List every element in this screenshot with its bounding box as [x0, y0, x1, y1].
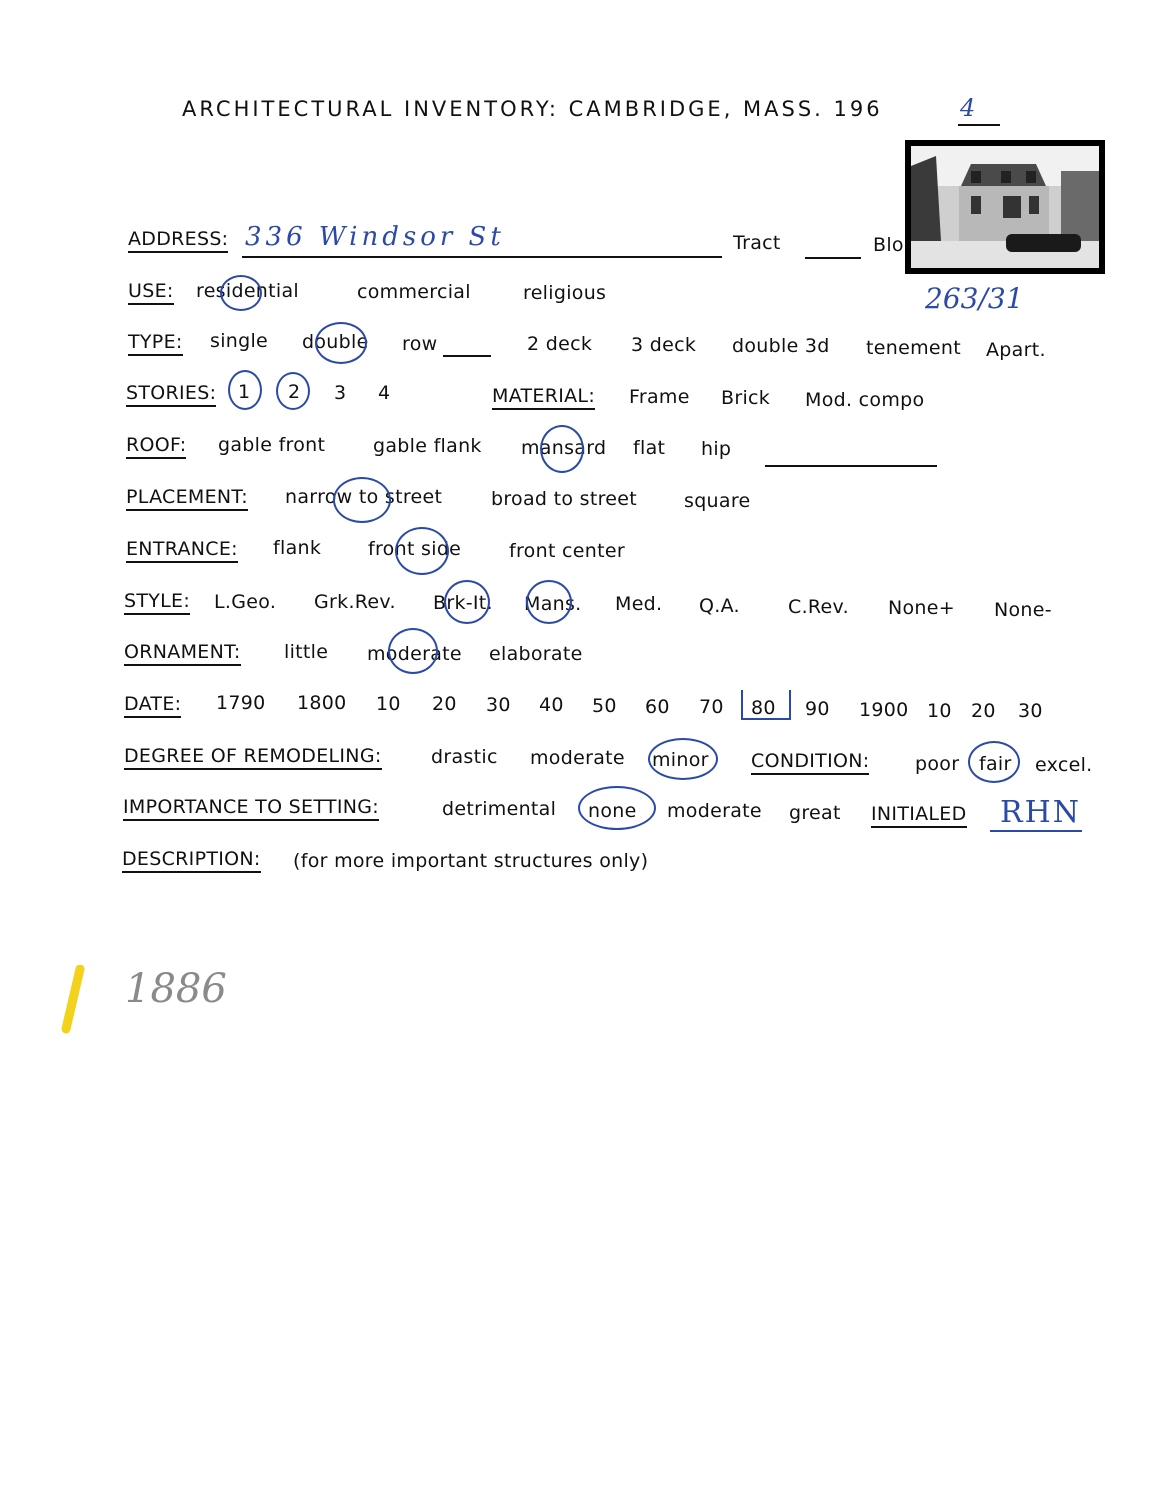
use-commercial: commercial: [357, 281, 471, 303]
ornament-elaborate: elaborate: [489, 643, 583, 665]
entrance-label: ENTRANCE:: [126, 538, 238, 563]
style-none-plus: None+: [888, 597, 955, 619]
date-30: 30: [486, 694, 511, 716]
ornament-selection-mark: [388, 628, 438, 674]
date-1900: 1900: [859, 699, 909, 721]
style-mark-mans: [526, 580, 572, 624]
date-1930: 30: [1018, 700, 1043, 722]
roof-selection-mark: [540, 425, 584, 473]
condition-label: CONDITION:: [751, 750, 869, 775]
style-c-rev: C.Rev.: [788, 596, 849, 618]
date-70: 70: [699, 696, 724, 718]
placement-selection-mark: [333, 477, 391, 523]
type-3-deck: 3 deck: [631, 334, 697, 356]
ornament-moderate: moderate: [367, 643, 462, 665]
importance-great: great: [789, 802, 841, 824]
handwritten-year: 1886: [125, 966, 227, 1012]
house-photo-image: [911, 146, 1099, 268]
highlighter-mark: [58, 965, 88, 1035]
material-label: MATERIAL:: [492, 385, 595, 410]
initialed-label: INITIALED: [871, 803, 967, 828]
importance-detrimental: detrimental: [442, 798, 557, 820]
date-60: 60: [645, 696, 670, 718]
date-label: DATE:: [124, 693, 181, 718]
placement-broad: broad to street: [491, 488, 638, 510]
importance-label: IMPORTANCE TO SETTING:: [123, 796, 379, 821]
date-90: 90: [805, 698, 830, 720]
entrance-selection-mark: [395, 527, 449, 575]
roof-mansard: mansard: [521, 437, 607, 459]
material-mod-compo: Mod. compo: [805, 389, 925, 411]
use-selection-mark: [220, 275, 262, 311]
house-photo: [905, 140, 1105, 274]
initialed-value: RHN: [1000, 795, 1081, 830]
remodeling-moderate: moderate: [530, 747, 625, 769]
date-80: 80: [751, 697, 776, 719]
ornament-label: ORNAMENT:: [124, 641, 241, 666]
stories-mark-1: [228, 370, 262, 410]
style-mark-brk-it: [444, 580, 490, 624]
roof-gable-front: gable front: [218, 434, 326, 456]
importance-none: none: [588, 800, 637, 822]
placement-square: square: [684, 490, 751, 512]
roof-other-line: [765, 465, 937, 467]
description-note: (for more important structures only): [293, 850, 649, 872]
style-mans: Mans.: [524, 593, 582, 615]
stories-mark-2: [276, 372, 310, 410]
condition-fair: fair: [979, 753, 1012, 775]
use-residential: residential: [196, 280, 300, 302]
use-label: USE:: [128, 280, 174, 305]
condition-poor: poor: [915, 753, 960, 775]
style-none-minus: None-: [994, 599, 1052, 621]
placement-label: PLACEMENT:: [126, 486, 248, 511]
date-80-mark: [741, 690, 791, 720]
date-20: 20: [432, 693, 457, 715]
type-selection-mark: [315, 322, 367, 364]
entrance-front-center: front center: [509, 540, 625, 562]
remodeling-minor: minor: [652, 749, 709, 771]
roof-label: ROOF:: [126, 434, 186, 459]
form-title: ARCHITECTURAL INVENTORY: CAMBRIDGE, MASS. 196: [182, 97, 883, 121]
style-brk-it: Brk-It.: [433, 592, 493, 614]
stories-label: STORIES:: [126, 382, 216, 407]
date-1800: 1800: [297, 692, 347, 714]
address-value: 336 Windsor St: [245, 222, 505, 252]
remodeling-label: DEGREE OF REMODELING:: [124, 745, 382, 770]
stories-1: 1: [238, 381, 251, 403]
photo-number: 263/31: [925, 282, 1024, 315]
type-single: single: [210, 330, 269, 352]
type-double: double: [302, 331, 369, 353]
placement-narrow: narrow to street: [285, 486, 443, 508]
type-double-3d: double 3d: [732, 335, 830, 357]
entrance-front-side: front side: [368, 538, 462, 560]
style-label: STYLE:: [124, 590, 190, 615]
style-grk-rev: Grk.Rev.: [314, 591, 396, 613]
importance-moderate: moderate: [667, 800, 762, 822]
year-digit: 4: [960, 94, 976, 122]
type-tenement: tenement: [866, 337, 961, 359]
description-label: DESCRIPTION:: [122, 848, 261, 873]
entrance-flank: flank: [273, 537, 322, 559]
date-1910: 10: [927, 700, 952, 722]
remodeling-drastic: drastic: [431, 746, 498, 768]
condition-excel: excel.: [1035, 754, 1093, 776]
year-blank: [958, 124, 1000, 126]
date-10: 10: [376, 693, 401, 715]
type-row-line: [443, 355, 491, 357]
type-label: TYPE:: [128, 331, 183, 356]
ornament-little: little: [284, 641, 329, 663]
date-1920: 20: [971, 700, 996, 722]
style-l-geo: L.Geo.: [214, 591, 277, 613]
tract-label: Tract: [733, 232, 781, 254]
remodeling-selection-mark: [648, 738, 718, 780]
material-brick: Brick: [721, 387, 771, 409]
stories-3: 3: [334, 382, 347, 404]
importance-selection-mark: [578, 786, 656, 830]
type-apart: Apart.: [986, 339, 1046, 361]
use-religious: religious: [523, 282, 607, 304]
stories-2: 2: [288, 381, 301, 403]
tract-line: [805, 257, 861, 259]
stories-4: 4: [378, 382, 391, 404]
style-med: Med.: [615, 593, 663, 615]
style-q-a: Q.A.: [699, 595, 740, 617]
roof-flat: flat: [633, 437, 666, 459]
address-label: ADDRESS:: [128, 228, 228, 253]
address-line: [242, 256, 722, 258]
type-2-deck: 2 deck: [527, 333, 593, 355]
block-label: Blo: [873, 234, 904, 256]
date-1790: 1790: [216, 692, 266, 714]
roof-hip: hip: [701, 438, 732, 460]
material-frame: Frame: [629, 386, 690, 408]
condition-selection-mark: [968, 741, 1020, 783]
type-row: row: [402, 333, 438, 355]
date-50: 50: [592, 695, 617, 717]
date-40: 40: [539, 694, 564, 716]
initialed-line: [990, 830, 1082, 832]
roof-gable-flank: gable flank: [373, 435, 482, 457]
